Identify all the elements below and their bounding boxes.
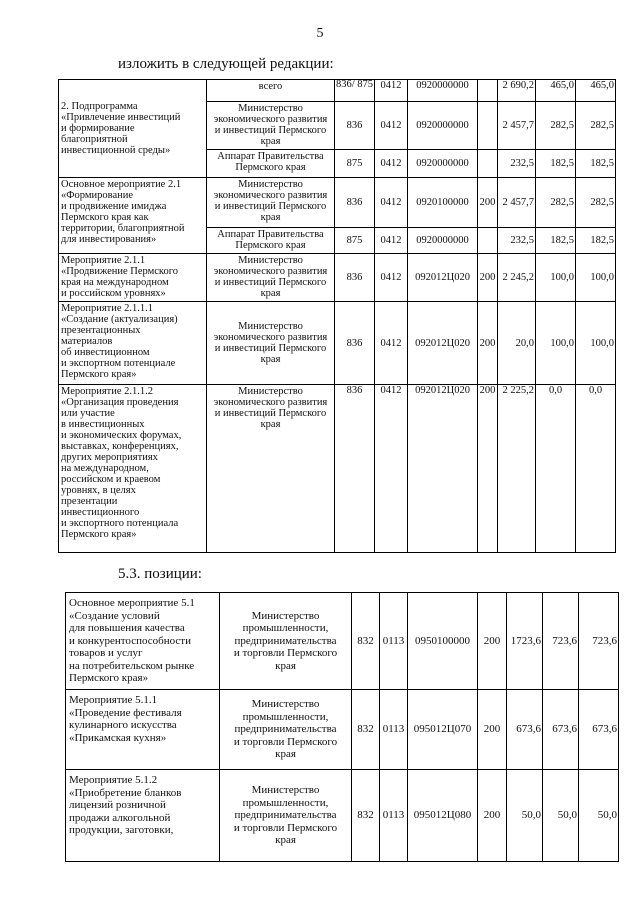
table-row [59, 80, 616, 102]
table-row [59, 254, 616, 302]
ved-code: 832 [352, 593, 380, 690]
ved-code: 836 [335, 385, 375, 553]
section-code: 0113 [380, 690, 408, 770]
target-article-code: 0920000000 [408, 80, 478, 102]
instruction-heading: изложить в следующей редакции: [118, 56, 334, 72]
ved-code: 836/ 875 [335, 80, 375, 102]
target-article-code: 092012Ц020 [408, 254, 478, 302]
amount-year-1: 232,5 [498, 150, 536, 178]
section-code: 0412 [375, 254, 408, 302]
expense-type-code [478, 228, 498, 254]
section-heading: 5.3. позиции: [118, 566, 202, 582]
executor: Аппарат Правительства Пермского края [207, 228, 335, 254]
ved-code: 875 [335, 228, 375, 254]
target-article-code: 092012Ц020 [408, 302, 478, 385]
expense-type-code [478, 80, 498, 102]
target-article-code: 0920000000 [408, 150, 478, 178]
program-name: Основное мероприятие 5.1 «Создание условий для повышения качества и конкурентоспособности товаров и услуг на потребительском рынке Пермского края» [66, 593, 220, 690]
table-row [66, 770, 619, 862]
executor: Министерство экономического развития и инвестиций Пермского края [207, 178, 335, 228]
section-code: 0113 [380, 770, 408, 862]
ved-code: 836 [335, 102, 375, 150]
section-code: 0412 [375, 385, 408, 553]
expense-type-code: 200 [478, 302, 498, 385]
amount-year-3: 50,0 [579, 770, 619, 862]
amount-year-3: 673,6 [579, 690, 619, 770]
amount-year-1: 2 245,2 [498, 254, 536, 302]
executor: Аппарат Правительства Пермского края [207, 150, 335, 178]
program-name: 2. Подпрограмма «Привлечение инвестиций и формирование благоприятной инвестиционной среды» [59, 80, 207, 178]
amount-year-1: 50,0 [507, 770, 543, 862]
amount-year-3: 100,0 [576, 254, 616, 302]
executor: Министерство промышленности, предпринимательства и торговли Пермского края [220, 770, 352, 862]
page-number: 5 [316, 26, 324, 41]
target-article-code: 0920000000 [408, 102, 478, 150]
executor: Министерство экономического развития и инвестиций Пермского края [207, 254, 335, 302]
table-row [66, 690, 619, 770]
amount-year-1: 2 225,2 [498, 385, 536, 553]
section-code: 0412 [375, 102, 408, 150]
executor: всего [207, 80, 335, 102]
executor: Министерство экономического развития и инвестиций Пермского края [207, 385, 335, 553]
amount-year-2: 0,0 [536, 385, 576, 553]
expense-type-code: 200 [478, 385, 498, 553]
amount-year-3: 0,0 [576, 385, 616, 553]
amount-year-1: 673,6 [507, 690, 543, 770]
amount-year-1: 1723,6 [507, 593, 543, 690]
amount-year-2: 182,5 [536, 228, 576, 254]
program-name: Мероприятие 2.1.1.1 «Создание (актуализация) презентационных материалов об инвестиционном и экспортном потенциале Пермского края» [59, 302, 207, 385]
amount-year-3: 282,5 [576, 102, 616, 150]
expense-type-code [478, 102, 498, 150]
expense-type-code: 200 [478, 770, 507, 862]
expense-type-code: 200 [478, 593, 507, 690]
section-code: 0412 [375, 80, 408, 102]
amount-year-1: 2 690,2 [498, 80, 536, 102]
target-article-code: 095012Ц080 [408, 770, 478, 862]
expense-type-code: 200 [478, 254, 498, 302]
target-article-code: 0920000000 [408, 228, 478, 254]
table-row [59, 385, 616, 553]
amount-year-3: 182,5 [576, 228, 616, 254]
section-code: 0412 [375, 178, 408, 228]
target-article-code: 0920100000 [408, 178, 478, 228]
amount-year-2: 673,6 [543, 690, 579, 770]
expense-type-code [478, 150, 498, 178]
executor: Министерство экономического развития и инвестиций Пермского края [207, 302, 335, 385]
program-name: Мероприятие 2.1.1.2 «Организация проведения или участие в инвестиционных и экономических форумах, выставках, конференциях, других мероприятиях на международном, российском и краевом уровнях, в целях презентации инвестиционного и экспортного потенциала Пермского края» [59, 385, 207, 553]
program-name: Мероприятие 5.1.1 «Проведение фестиваля кулинарного искусства «Прикамская кухня» [66, 690, 220, 770]
budget-table-subprogram-2 [58, 79, 616, 553]
amount-year-1: 232,5 [498, 228, 536, 254]
table-row [59, 302, 616, 385]
target-article-code: 0950100000 [408, 593, 478, 690]
target-article-code: 092012Ц020 [408, 385, 478, 553]
program-name: Мероприятие 5.1.2 «Приобретение бланков лицензий розничной продажи алкогольной продукции, заготовки, [66, 770, 220, 862]
section-code: 0113 [380, 593, 408, 690]
amount-year-1: 2 457,7 [498, 178, 536, 228]
table-row [59, 178, 616, 228]
amount-year-3: 723,6 [579, 593, 619, 690]
section-code: 0412 [375, 302, 408, 385]
table-row [66, 593, 619, 690]
amount-year-2: 50,0 [543, 770, 579, 862]
amount-year-2: 465,0 [536, 80, 576, 102]
section-code: 0412 [375, 150, 408, 178]
target-article-code: 095012Ц070 [408, 690, 478, 770]
executor: Министерство промышленности, предпринимательства и торговли Пермского края [220, 690, 352, 770]
expense-type-code: 200 [478, 690, 507, 770]
amount-year-3: 100,0 [576, 302, 616, 385]
ved-code: 832 [352, 770, 380, 862]
amount-year-1: 20,0 [498, 302, 536, 385]
ved-code: 875 [335, 150, 375, 178]
executor: Министерство промышленности, предпринимательства и торговли Пермского края [220, 593, 352, 690]
expense-type-code: 200 [478, 178, 498, 228]
amount-year-2: 100,0 [536, 302, 576, 385]
ved-code: 836 [335, 178, 375, 228]
program-name: Мероприятие 2.1.1 «Продвижение Пермского края на международном и российском уровнях» [59, 254, 207, 302]
executor: Министерство экономического развития и инвестиций Пермского края [207, 102, 335, 150]
amount-year-3: 465,0 [576, 80, 616, 102]
amount-year-3: 182,5 [576, 150, 616, 178]
amount-year-2: 723,6 [543, 593, 579, 690]
amount-year-3: 282,5 [576, 178, 616, 228]
ved-code: 836 [335, 254, 375, 302]
ved-code: 832 [352, 690, 380, 770]
ved-code: 836 [335, 302, 375, 385]
amount-year-2: 282,5 [536, 102, 576, 150]
amount-year-2: 182,5 [536, 150, 576, 178]
amount-year-2: 282,5 [536, 178, 576, 228]
budget-table-section-5 [65, 592, 619, 862]
section-code: 0412 [375, 228, 408, 254]
amount-year-2: 100,0 [536, 254, 576, 302]
amount-year-1: 2 457,7 [498, 102, 536, 150]
program-name: Основное мероприятие 2.1 «Формирование и продвижение имиджа Пермского края как территории, благоприятной для инвестирования» [59, 178, 207, 254]
